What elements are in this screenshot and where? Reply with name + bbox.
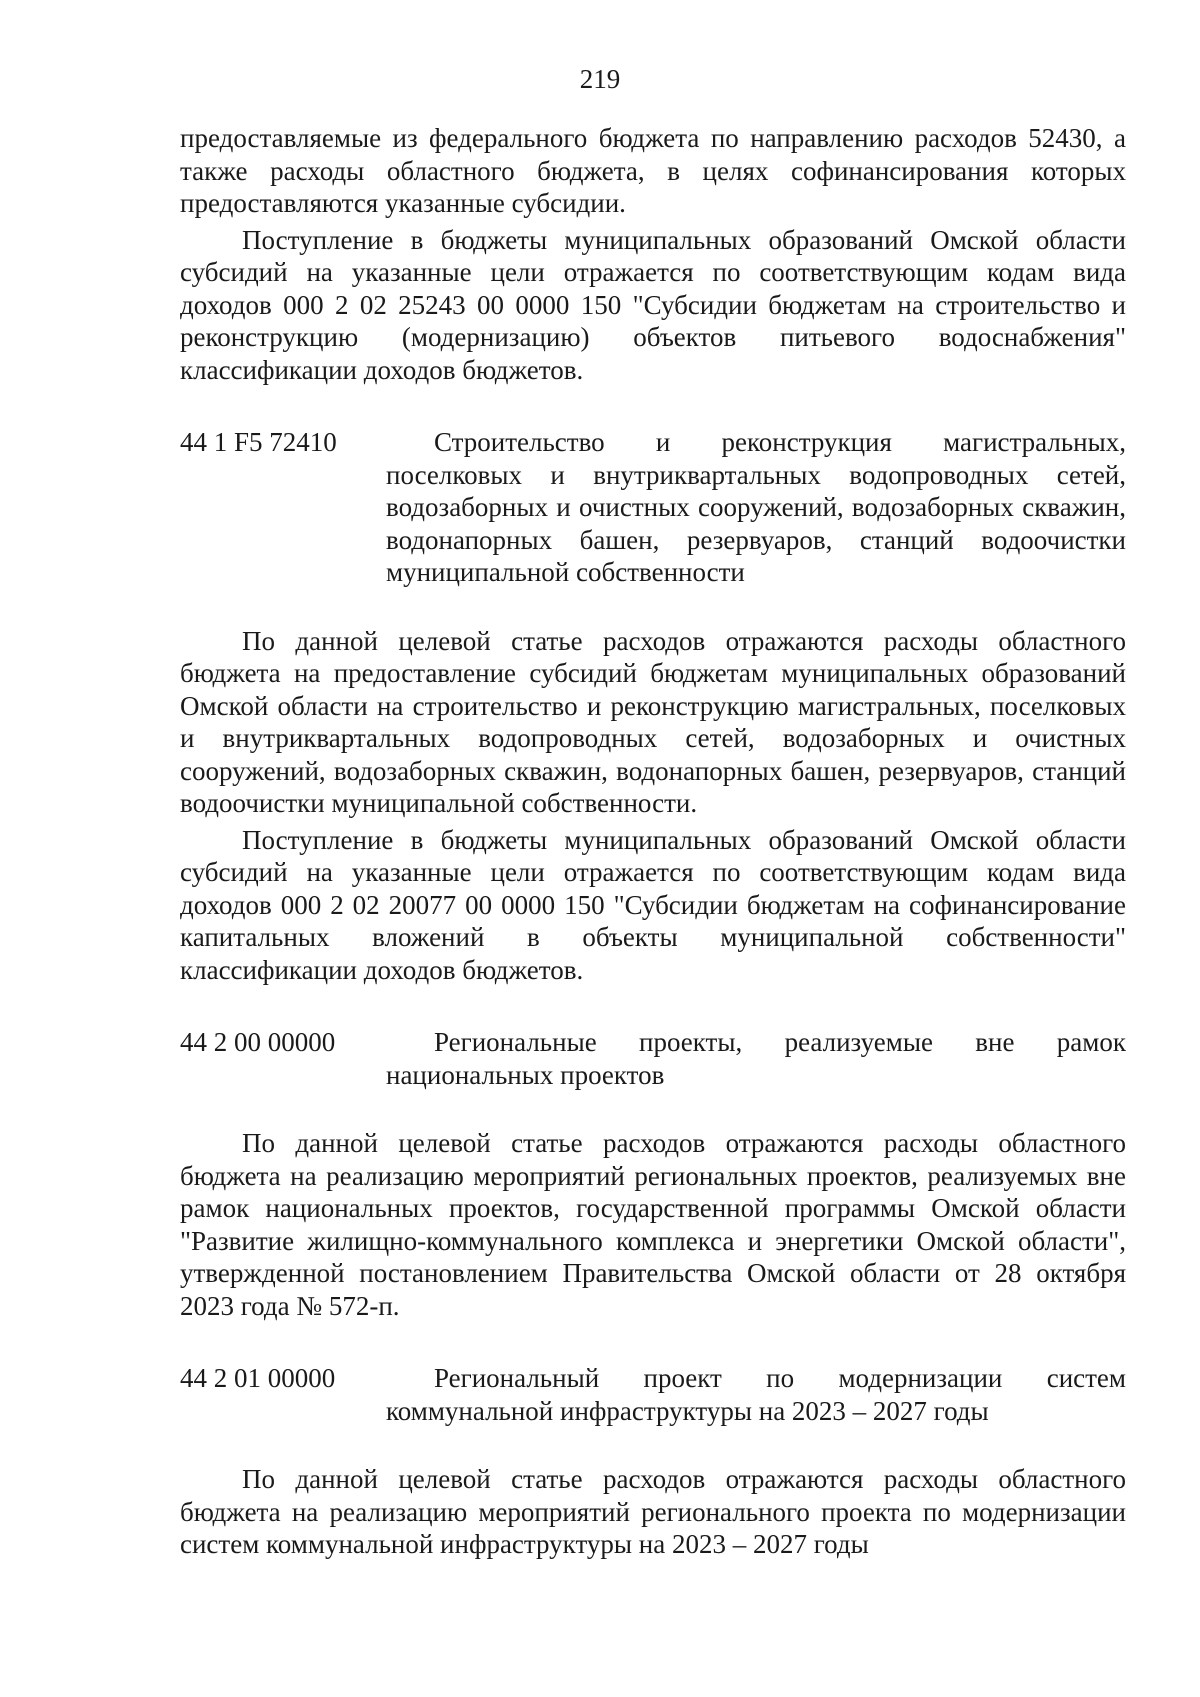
paragraph-article-description: По данной целевой статье расходов отражаются расходы областного бюджета на реализацию мероприятий региональных проектов, реализуемых вне рамок национальных проектов, государственной программы Омской области "Развитие жилищно-коммунального комплекса и энергетики Омской области", утвержденной постановлением Правительства Омской области от 28 октября 2023 года № 572-п. [180,1128,1126,1321]
paragraph-article-description: По данной целевой статье расходов отражаются расходы областного бюджета на реализацию мероприятий регионального проекта по модернизации систем коммунальной инфраструктуры на 2023 – 2027 годы [180,1464,1126,1559]
paragraph-article-description: По данной целевой статье расходов отражаются расходы областного бюджета на предоставление субсидий бюджетам муниципальных образований Омской области на строительство и реконструкцию магистральных, поселковых и внутриквартальных водопроводных сетей, водозаборных и очистных сооружений, водозаборных скважин, водонапорных башен, резервуаров, станций водоочистки муниципальной собственности. [180,625,1126,818]
article-title: Региональный проект по модернизации систем коммунальной инфраструктуры на 2023 – 2027 годы [386,1363,1126,1426]
paragraph-income-receipt: Поступление в бюджеты муниципальных образований Омской области субсидий на указанные цели отражается по соответствующим кодам вида доходов 000 2 02 25243 00 0000 150 "Субсидии бюджетам на строительство и реконструкцию (модернизацию) объектов питьевого водоснабжения" классификации доходов бюджетов. [180,224,1126,385]
article-title: Региональные проекты, реализуемые вне рамок национальных проектов [386,1027,1126,1090]
page-number: 219 [579,64,621,94]
budget-article-entry [180,426,1126,589]
article-code: 44 2 00 00000 [180,1027,336,1057]
paragraph-income-receipt: Поступление в бюджеты муниципальных образований Омской области субсидий на указанные цели отражается по соответствующим кодам вида доходов 000 2 02 20077 00 0000 150 "Субсидии бюджетам на софинансирование капитальных вложений в объекты муниципальной собственности" классификации доходов бюджетов. [180,824,1126,985]
paragraph-continuation: предоставляемые из федерального бюджета по направлению расходов 52430, а также расходы областного бюджета, в целях софинансирования которых предоставляются указанные субсидии. [180,123,1126,218]
article-title: Строительство и реконструкция магистральных, поселковых и внутриквартальных водопроводных сетей, водозаборных и очистных сооружений, водозаборных скважин, водонапорных башен, резервуаров, станций водоочистки муниципальной собственности [386,427,1126,587]
budget-article-entry [180,1026,1126,1091]
budget-article-entry [180,1362,1126,1427]
page-content [180,122,1126,1561]
article-code: 44 2 01 00000 [180,1363,336,1393]
article-code: 44 1 F5 72410 [180,427,337,457]
